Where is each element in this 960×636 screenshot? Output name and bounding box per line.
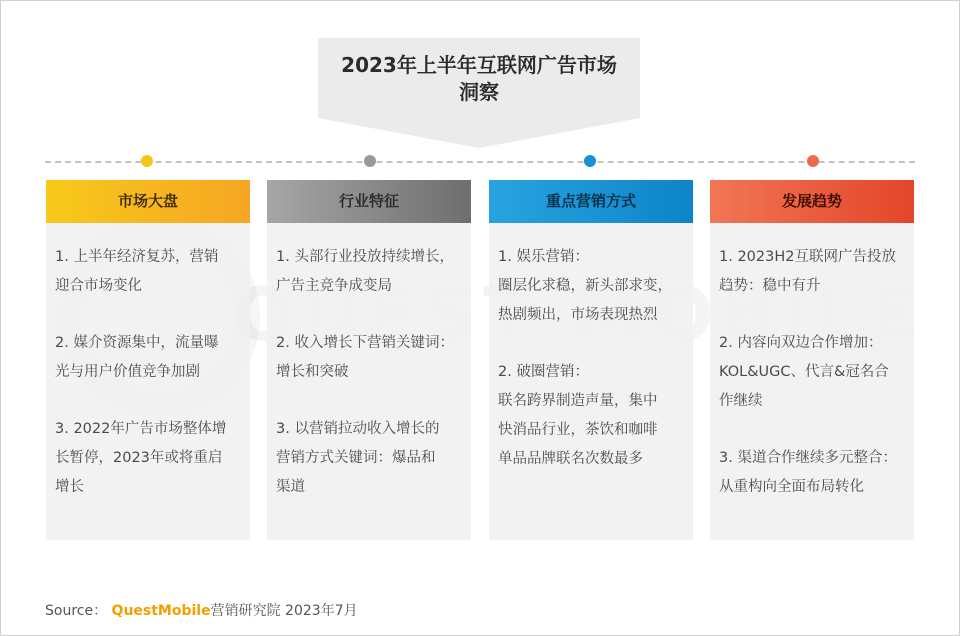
item-line: 2. 收入增长下营销关键词： <box>276 335 454 351</box>
source-text: 营销研究院 2023年7月 <box>210 603 358 619</box>
column-body <box>489 223 693 540</box>
column-key-marketing-methods <box>489 180 693 540</box>
item-line: 营销方式关键词：爆品和 <box>276 450 436 466</box>
item-line: 2. 破圈营销： <box>498 364 589 380</box>
list-item <box>719 243 906 301</box>
timeline-dot-2 <box>364 155 376 167</box>
item-line: 1. 2023H2互联网广告投放 <box>719 249 896 265</box>
item-line: 3. 2022年广告市场整体增 <box>55 421 227 437</box>
item-line: 快消品行业，茶饮和咖啡 <box>498 422 658 438</box>
item-line: 1. 上半年经济复苏，营销 <box>55 249 219 265</box>
title-banner-arrow <box>318 118 640 148</box>
timeline-divider <box>45 161 915 163</box>
item-line: 热剧频出，市场表现热烈 <box>498 307 658 323</box>
column-header: 发展趋势 <box>710 180 914 223</box>
timeline-dot-4 <box>807 155 819 167</box>
list-item <box>55 415 242 502</box>
list-item <box>719 329 906 416</box>
item-line: 单品品牌联名次数最多 <box>498 451 643 467</box>
column-body <box>267 223 471 540</box>
item-line: 3. 渠道合作继续多元整合： <box>719 450 897 466</box>
list-item <box>276 415 463 502</box>
list-item <box>498 243 685 330</box>
source-label: Source： <box>45 603 108 619</box>
item-line: 圈层化求稳，新头部求变， <box>498 278 672 294</box>
item-line: 趋势：稳中有升 <box>719 278 821 294</box>
item-line: 联名跨界制造声量，集中 <box>498 393 658 409</box>
timeline-dot-1 <box>141 155 153 167</box>
source-brand: QuestMobile <box>111 603 211 619</box>
item-line: 长暂停，2023年或将重启 <box>55 450 223 466</box>
column-market-overview <box>46 180 250 540</box>
item-line: 2. 内容向双边合作增加： <box>719 335 883 351</box>
timeline-dot-3 <box>584 155 596 167</box>
item-line: 2. 媒介资源集中，流量曝 <box>55 335 219 351</box>
item-line: 增长 <box>55 479 84 495</box>
page-title-line1: 2023年上半年互联网广告市场 <box>341 53 617 77</box>
list-item <box>498 358 685 474</box>
column-header: 市场大盘 <box>46 180 250 223</box>
column-body <box>710 223 914 540</box>
item-line: 增长和突破 <box>276 364 349 380</box>
item-line: 迎合市场变化 <box>55 278 142 294</box>
column-industry-features <box>267 180 471 540</box>
list-item <box>276 329 463 387</box>
column-header: 行业特征 <box>267 180 471 223</box>
item-line: 渠道 <box>276 479 305 495</box>
column-header: 重点营销方式 <box>489 180 693 223</box>
item-line: 1. 娱乐营销： <box>498 249 589 265</box>
list-item <box>719 444 906 502</box>
page-title <box>318 52 640 106</box>
item-line: 3. 以营销拉动收入增长的 <box>276 421 440 437</box>
column-body <box>46 223 250 540</box>
source-note <box>45 600 358 620</box>
list-item <box>276 243 463 301</box>
item-line: KOL&UGC、代言&冠名合 <box>719 364 889 380</box>
page-title-line2: 洞察 <box>459 80 499 104</box>
item-line: 从重构向全面布局转化 <box>719 479 864 495</box>
item-line: 1. 头部行业投放持续增长， <box>276 249 454 265</box>
item-line: 作继续 <box>719 393 763 409</box>
list-item <box>55 329 242 387</box>
item-line: 光与用户价值竞争加剧 <box>55 364 200 380</box>
item-line: 广告主竞争成变局 <box>276 278 392 294</box>
list-item <box>55 243 242 301</box>
column-development-trends <box>710 180 914 540</box>
